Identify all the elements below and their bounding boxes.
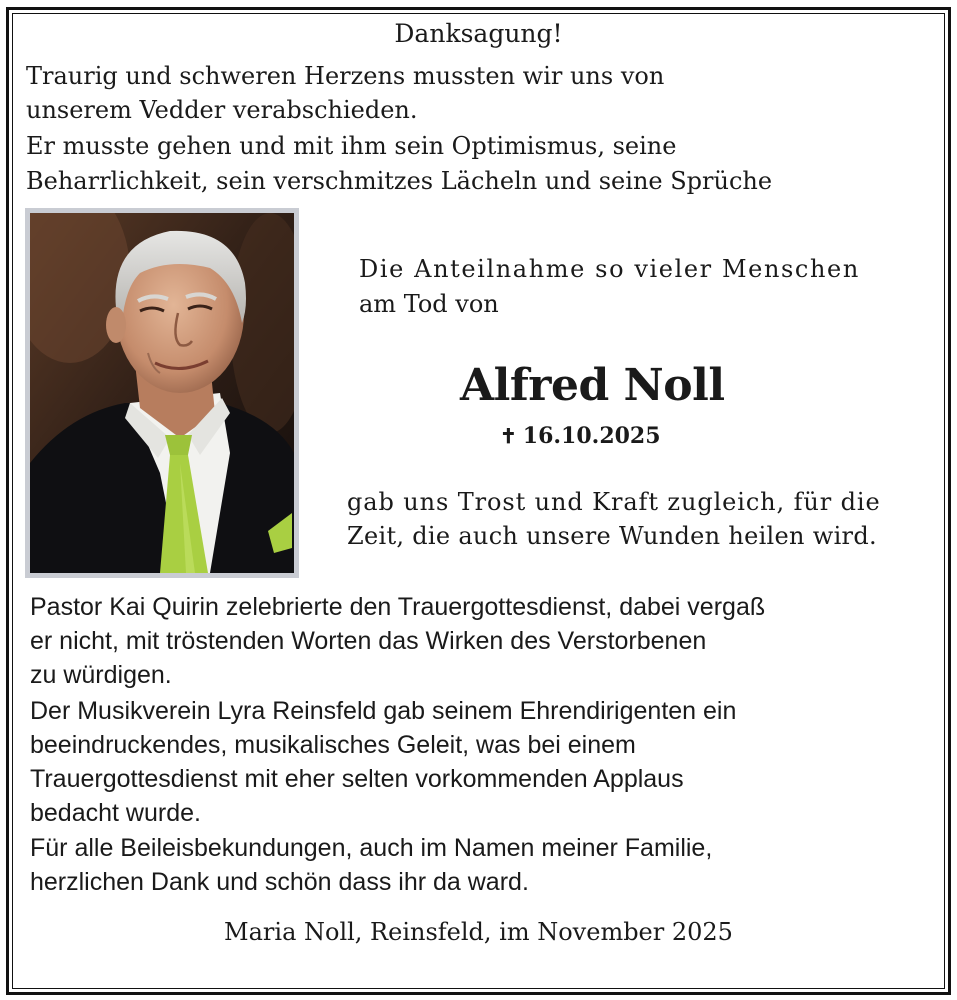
sympathy-line: am Tod von [359, 290, 499, 318]
body-line: beeindruckendes, musikalisches Geleit, was bei einem [30, 731, 636, 759]
portrait-frame [25, 208, 299, 578]
comfort-line: gab uns Trost und Kraft zugleich, für die [347, 488, 881, 516]
sympathy-line: Die Anteilnahme so vieler Menschen [359, 255, 860, 283]
death-date-line [500, 423, 661, 449]
body-line: Trauergottesdienst mit eher selten vorkommenden Applaus [30, 765, 684, 793]
body-line: zu würdigen. [30, 661, 172, 689]
portrait-photo [30, 213, 294, 573]
cross-icon: ✝ [500, 424, 517, 448]
intro-line: Beharrlichkeit, sein verschmitzes Lächeln und seine Sprüche [26, 167, 773, 195]
comfort-line: Zeit, die auch unsere Wunden heilen wird. [347, 522, 877, 550]
body-line: Für alle Beileisbekundungen, auch im Namen meiner Familie, [30, 834, 713, 862]
body-line: bedacht wurde. [30, 799, 201, 827]
death-date: 16.10.2025 [522, 423, 661, 449]
signature: Maria Noll, Reinsfeld, im November 2025 [224, 918, 733, 946]
body-line: Pastor Kai Quirin zelebrierte den Trauergottesdienst, dabei vergaß [30, 593, 766, 621]
body-line: er nicht, mit tröstenden Worten das Wirken des Verstorbenen [30, 627, 707, 655]
deceased-name: Alfred Noll [460, 360, 725, 411]
intro-line: Er musste gehen und mit ihm sein Optimismus, seine [26, 132, 677, 160]
intro-line: unserem Vedder verabschieden. [26, 96, 418, 124]
body-line: Der Musikverein Lyra Reinsfeld gab seinem Ehrendirigenten ein [30, 697, 737, 725]
notice-heading: Danksagung! [394, 19, 563, 48]
body-line: herzlichen Dank und schön dass ihr da ward. [30, 868, 529, 896]
intro-line: Traurig und schweren Herzens mussten wir uns von [26, 62, 665, 90]
